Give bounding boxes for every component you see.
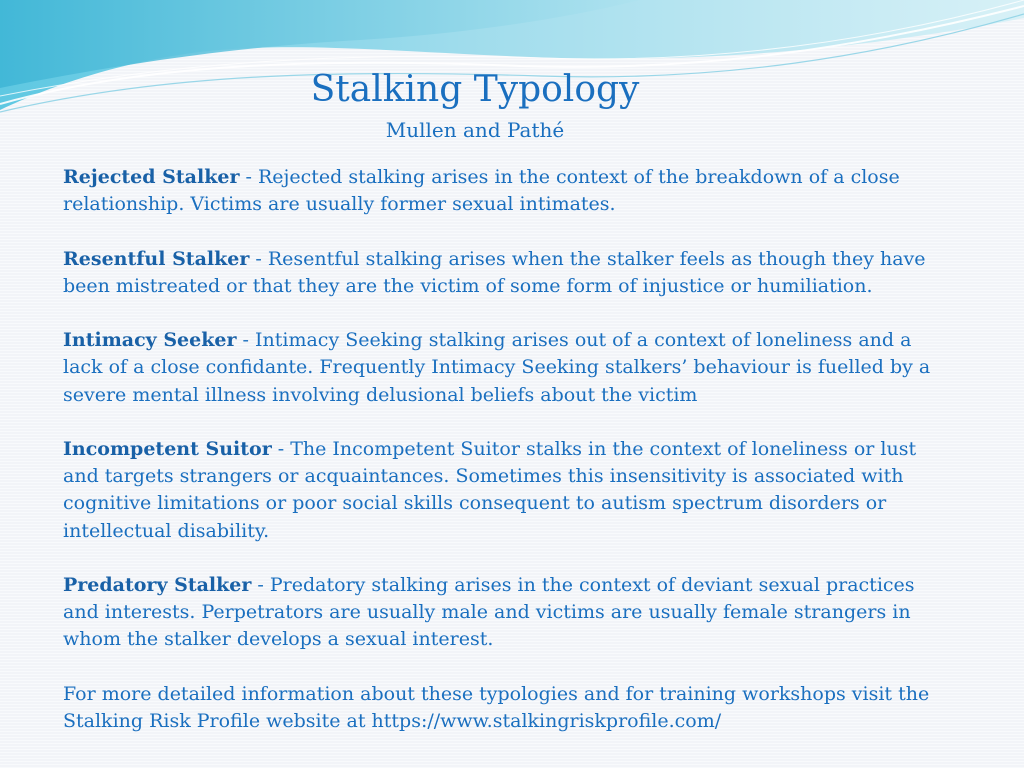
- separator: -: [236, 329, 255, 352]
- typology-description: Resentful stalking arises when the stalker feels as though they have been mistreated or that they are the victim of some form of injustice or humiliation.: [63, 247, 926, 297]
- typology-description: Predatory stalking arises in the context of deviant sexual practices and interests. Perpetrators are usually male and victims are usually female strangers in whom the stalker develops a sexual interest.: [63, 573, 915, 651]
- separator: -: [251, 573, 270, 596]
- separator: -: [271, 437, 291, 460]
- typology-description: Intimacy Seeking stalking arises out of a context of loneliness and a lack of a close confidante. Frequently Intimacy Seeking stalkers’ behaviour is fuelled by a severe mental illness involving delusional beliefs about the victim: [63, 329, 931, 406]
- typology-description: Rejected stalking arises in the context of the breakdown of a close relationship. Victims are usually former sexual intimates.: [63, 166, 900, 216]
- footer-note: For more detailed information about these typologies and for training workshops visit the Stalking Risk Profile website at https://www.stalkingriskprofile.com/: [63, 682, 930, 732]
- typology-term: Resentful Stalker: [63, 247, 250, 270]
- typology-incompetent-suitor: [63, 436, 948, 545]
- typology-description: The Incompetent Suitor stalks in the context of loneliness or lust and targets strangers or acquaintances. Sometimes this insensitivity is associated with cognitive limitations or poor social skills consequent to autism spectrum disorders or intellectual disability.: [63, 437, 917, 542]
- typology-term: Predatory Stalker: [63, 573, 252, 596]
- separator: -: [249, 247, 268, 270]
- typology-predatory: [63, 572, 948, 654]
- typology-intimacy-seeker: [63, 327, 948, 409]
- slide-title: Stalking Typology: [310, 69, 640, 110]
- typology-resentful: [63, 246, 948, 300]
- slide-subtitle: Mullen and Pathé: [385, 118, 565, 142]
- slide-body: [63, 164, 948, 762]
- separator: -: [239, 166, 258, 188]
- typology-term: Rejected Stalker: [63, 166, 240, 188]
- decorative-wave-header: [0, 0, 1024, 130]
- typology-rejected: [63, 164, 948, 218]
- typology-term: Intimacy Seeker: [63, 329, 237, 352]
- typology-term: Incompetent Suitor: [63, 437, 272, 460]
